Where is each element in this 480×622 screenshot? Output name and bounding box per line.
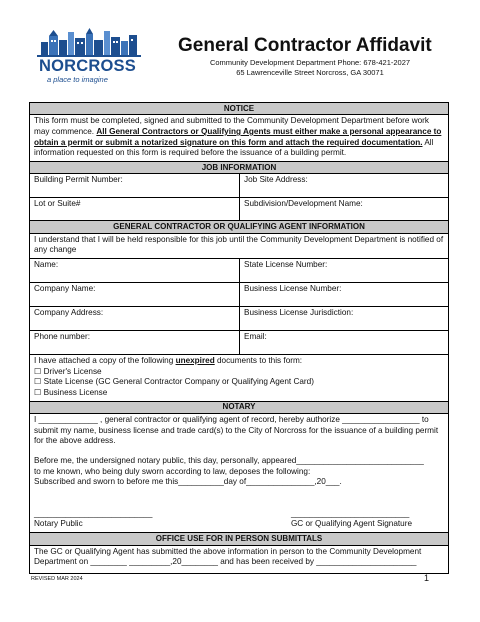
job-row-2 xyxy=(30,198,448,221)
revision-date: REVISED MAR 2024 xyxy=(31,576,83,582)
attachments-intro-b: documents to this form: xyxy=(214,356,303,366)
skyline-icon xyxy=(37,28,141,58)
document-header xyxy=(30,22,450,90)
lot-suite-field[interactable]: Lot or Suite# xyxy=(34,199,81,209)
gc-responsibility-statement: I understand that I will be held responsible for this job until the Community Development Department is notified of any change xyxy=(30,234,448,259)
attachments-intro-emphasis: unexpired xyxy=(175,356,215,366)
notary-authorization-text: I _____________ , general contractor or qualifying agent of record, hereby authorize _________________ to submit my name, business license and trade card(s) to the City of Norcross for the issuance of a building permit for the above address. xyxy=(34,415,439,446)
notary-section xyxy=(30,414,448,533)
checkbox-business-license[interactable]: ☐ Business License xyxy=(34,388,108,398)
company-address-field[interactable]: Company Address: xyxy=(34,308,104,318)
notary-signature-line: __________________________ xyxy=(34,508,153,518)
email-field[interactable]: Email: xyxy=(239,331,448,354)
gc-row-4 xyxy=(30,331,448,355)
gc-row-2 xyxy=(30,283,448,307)
notice-heading: NOTICE xyxy=(30,103,448,115)
state-license-field[interactable]: State License Number: xyxy=(239,259,448,282)
norcross-logo xyxy=(33,28,143,84)
gc-information-heading: GENERAL CONTRACTOR OR QUALIFYING AGENT INFORMATION xyxy=(30,221,448,233)
notice-text-emphasis: All General Contractors or Qualifying Agents must either make a personal appearance to obtain a permit or submit a notarized signature on this form and attach the required documentation. xyxy=(34,127,442,147)
notary-subscribed-text: Subscribed and sworn to before me this__________day of_______________,20___. xyxy=(34,477,342,487)
page-number: 1 xyxy=(424,573,430,583)
attachments-section xyxy=(30,355,448,402)
office-use-text: The GC or Qualifying Agent has submitted the above information in person to the Community Development Department on ________ _________,20________ and has been received by ______________________ xyxy=(34,546,422,567)
business-jurisdiction-field[interactable]: Business License Jurisdiction: xyxy=(239,307,448,330)
notice-text-b: All information requested on this form is required before the issuance of a building permit. xyxy=(34,137,434,158)
company-name-field[interactable]: Company Name: xyxy=(34,284,96,294)
building-permit-field[interactable]: Building Permit Number: xyxy=(34,175,123,185)
logo-tagline: a place to imagine xyxy=(47,75,108,84)
gc-signature-label: GC or Qualifying Agent Signature xyxy=(290,519,412,529)
job-information-heading: JOB INFORMATION xyxy=(30,162,448,174)
business-license-field[interactable]: Business License Number: xyxy=(239,283,448,306)
page-title: General Contractor Affidavit xyxy=(178,35,432,56)
phone-number-field[interactable]: Phone number: xyxy=(34,332,90,342)
department-address: 65 Lawrenceville Street Norcross, GA 30071 xyxy=(236,68,384,77)
department-phone: Community Development Department Phone: 678-421-2027 xyxy=(209,58,411,67)
notary-signature-label: Notary Public xyxy=(34,519,83,529)
checkbox-state-license[interactable]: ☐ State License (GC General Contractor Company or Qualifying Agent Card) xyxy=(34,377,314,387)
gc-row-1 xyxy=(30,259,448,283)
gc-row-3 xyxy=(30,307,448,331)
gc-signature-line: __________________________ xyxy=(290,508,410,518)
job-site-address-field[interactable]: Job Site Address: xyxy=(239,174,448,197)
notice-text-a: This form must be completed, signed and submitted to the Community Development Department before work may commence. xyxy=(34,116,430,137)
notary-heading: NOTARY xyxy=(30,402,448,414)
subdivision-name-field[interactable]: Subdivision/Development Name: xyxy=(239,198,448,220)
checkbox-drivers-license[interactable]: ☐ Driver's License xyxy=(34,366,102,376)
gc-signature[interactable] xyxy=(291,509,412,530)
office-use-heading: OFFICE USE FOR IN PERSON SUBMITTALS xyxy=(30,533,448,545)
attachments-intro-a: I have attached a copy of the following xyxy=(34,356,176,366)
gc-name-field[interactable]: Name: xyxy=(34,260,59,270)
job-row-1 xyxy=(30,174,448,198)
notary-appearance-text: Before me, the undersigned notary public, this day, personally, appeared____________________________ xyxy=(34,456,424,466)
notary-oath-text: to me known, who being duly sworn according to law, deposes the following: xyxy=(34,466,311,476)
logo-brand-text: NORCROSS xyxy=(39,57,136,75)
notary-signature[interactable] xyxy=(34,509,152,530)
affidavit-form xyxy=(29,102,449,574)
notice-text xyxy=(30,115,448,162)
